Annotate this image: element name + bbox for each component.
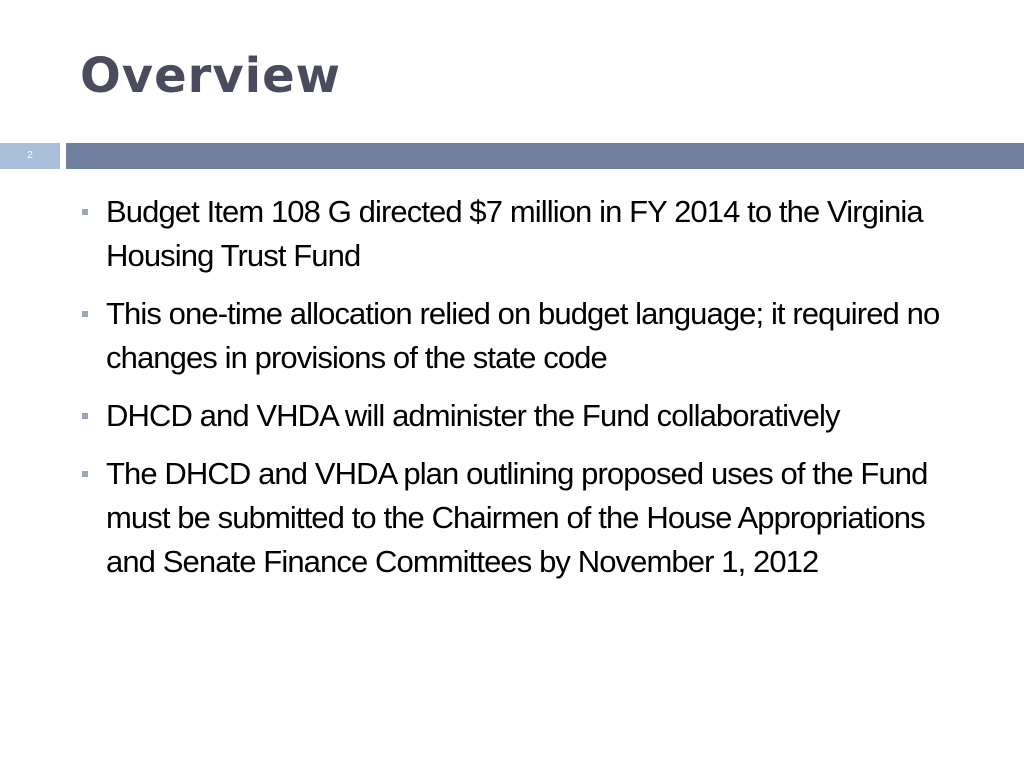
bullet-square-icon [82, 413, 88, 419]
bullet-text: The DHCD and VHDA plan outlining proposed uses of the Fund must be submitted to the Chairmen of the House Appropriations and Senate Finance Committees by November 1, 2012 [106, 456, 928, 579]
slide-number: 2 [27, 150, 33, 161]
bullet-item [80, 292, 980, 380]
bullet-text: DHCD and VHDA will administer the Fund collaboratively [106, 398, 840, 433]
bullet-square-icon [82, 209, 88, 215]
bullet-text: This one-time allocation relied on budget language; it required no changes in provisions of the state code [106, 296, 940, 375]
slide-number-box [0, 143, 60, 169]
bullet-square-icon [82, 311, 88, 317]
slide-title: Overview [80, 48, 341, 104]
bullet-item [80, 190, 980, 278]
bullet-item [80, 452, 980, 584]
bullet-square-icon [82, 471, 88, 477]
bullet-text: Budget Item 108 G directed $7 million in FY 2014 to the Virginia Housing Trust Fund [106, 194, 923, 273]
bullet-item [80, 394, 980, 438]
bullet-list [80, 190, 980, 598]
title-divider-bar [66, 143, 1024, 169]
